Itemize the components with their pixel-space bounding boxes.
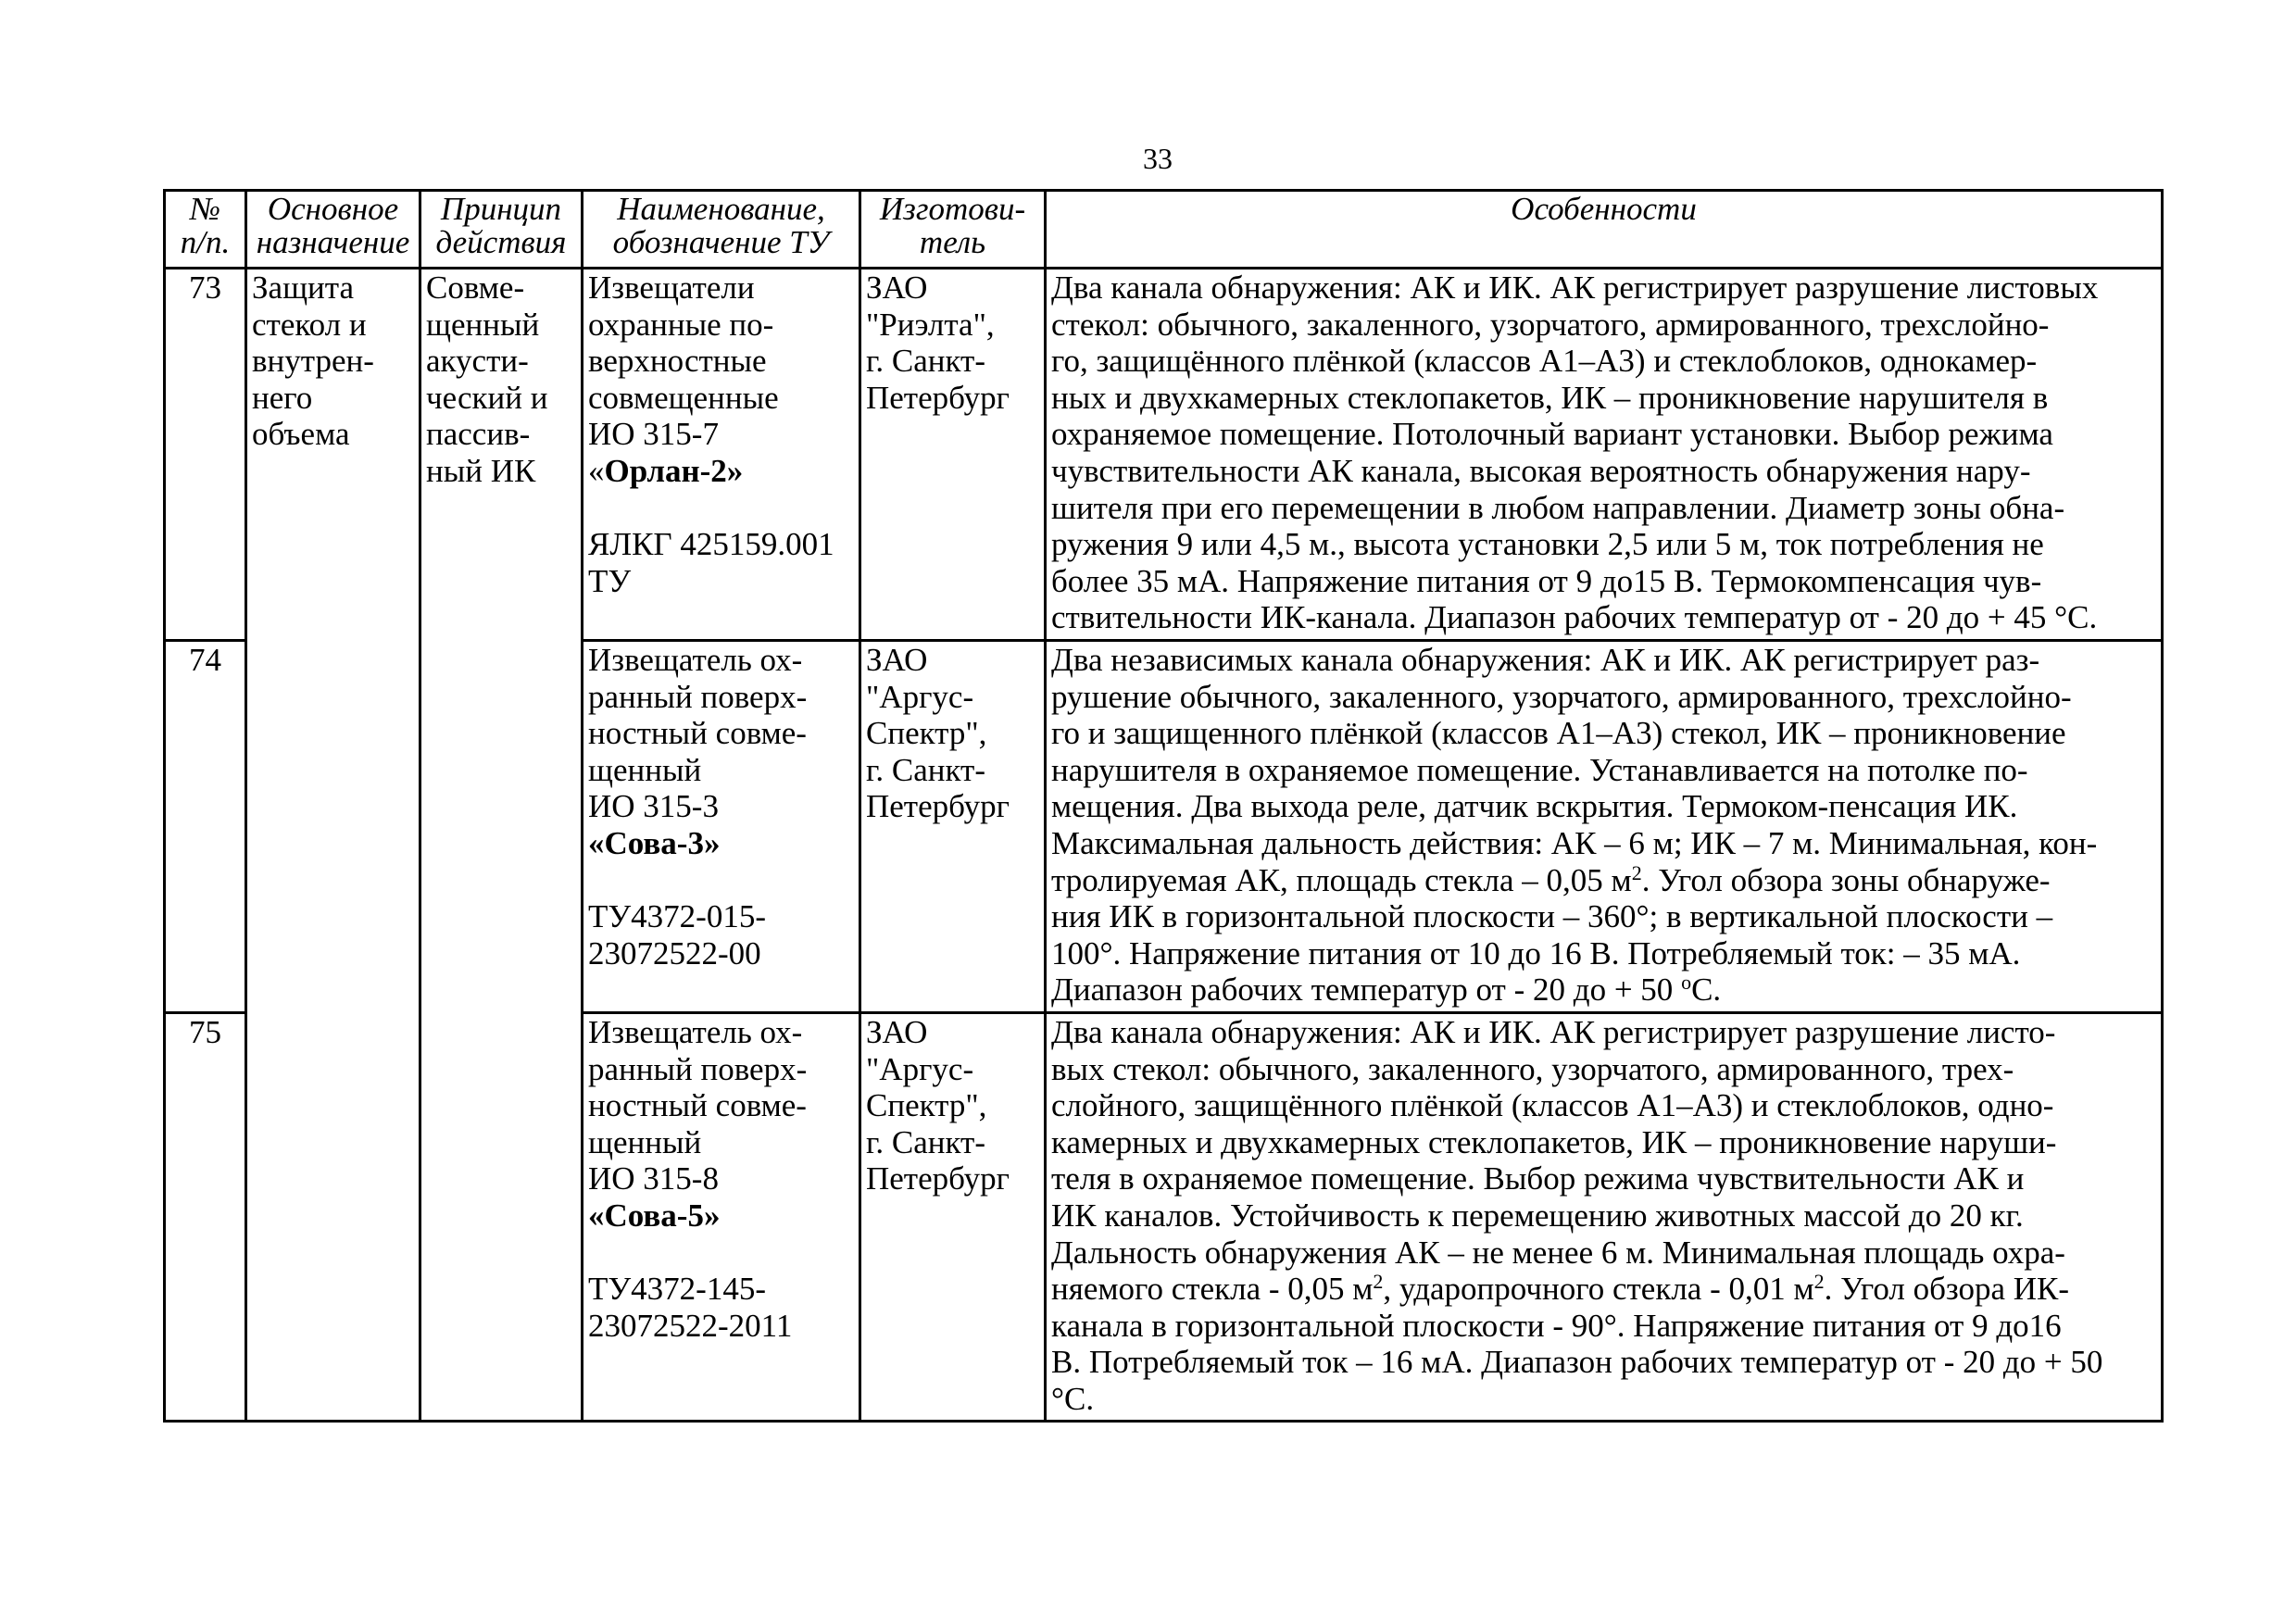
- purpose-cell: Защита стекол и внутрен- него объема: [246, 269, 420, 1422]
- device-model: Орлан-2»: [604, 452, 744, 489]
- name-cell: Извещатели охранные по- верхностные совмещенные ИО 315-7 «Орлан-2» ЯЛКГ 425159.001 ТУ: [583, 269, 860, 641]
- header-purpose: Основное назначение: [246, 191, 420, 269]
- maker-cell: ЗАО "Риэлта", г. Санкт- Петербург: [860, 269, 1046, 641]
- device-table: [163, 189, 2164, 1423]
- table-row: [165, 269, 2163, 641]
- header-row: [165, 191, 2163, 269]
- header-principle: Принцип действия: [420, 191, 583, 269]
- features-cell: Два канала обнаружения: АК и ИК. АК регистрирует разрушение листо- вых стекол: обычного, закаленного, узорчатого, армированного, трех- слойного, защищённого плёнкой (классов А1–А3) и стеклоблоков, одно- камерных и двухкамерных стеклопакетов, ИК – проникновение наруши- теля в охраняемое помещение. Выбор режима чувствительности АК и ИК каналов. Устойчивость к перемещению животных массой до 20 кг. Дальность обнаружения АК – не менее 6 м. Минимальная площадь охра- няемого стекла - 0,05 $м^2$, ударопрочного стекла - 0,01 $м^2$. Угол обзора ИК- канала в горизонтальной плоскости - 90°. Напряжение питания от 9 до16 В. Потребляемый ток – 16 мА. Диапазон рабочих температур от - 20 до + 50 °С.: [1046, 1013, 2163, 1422]
- tu-code: ТУ4372-015-: [588, 898, 766, 935]
- header-maker: Изготови- тель: [860, 191, 1046, 269]
- row-number: 74: [165, 641, 246, 1013]
- principle-cell: Совме- щенный акусти- ческий и пассив- ный ИК: [420, 269, 583, 1422]
- features-cell: Два независимых канала обнаружения: АК и ИК. АК регистрирует раз- рушение обычного, закаленного, узорчатого, армированного, трехслойно- го и защищенного плёнкой (классов А1–А3) стекол, ИК – проникновение нарушителя в охраняемое помещение. Устанавливается на потолке по- мещения. Два выхода реле, датчик вскрытия. Термоком-пенсация ИК. Максимальная дальность действия: АК – 6 м; ИК – 7 м. Минимальная, кон- тролируемая АК, площадь стекла – 0,05 $м^2$. Угол обзора зоны обнаруже- ния ИК в горизонтальной плоскости – 360°; в вертикальной плоскости – 100°. Напряжение питания от 10 до 16 В. Потребляемый ток: – 35 мА. Диапазон рабочих температур от - 20 до + 50 $^о$С.: [1046, 641, 2163, 1013]
- header-number: № п/п.: [165, 191, 246, 269]
- tu-code: ТУ4372-145-: [588, 1271, 766, 1308]
- page-number: 33: [1143, 142, 1173, 175]
- row-number: 73: [165, 269, 246, 641]
- name-cell: Извещатель ох- ранный поверх- ностный совме- щенный ИО 315-8 «Сова-5» ТУ4372-145- 23072522-2011: [583, 1013, 860, 1422]
- features-cell: Два канала обнаружения: АК и ИК. АК регистрирует разрушение листовых стекол: обычного, закаленного, узорчатого, армированного, трехслойно- го, защищённого плёнкой (классов А1–А3) и стеклоблоков, однокамер- ных и двухкамерных стеклопакетов, ИК – проникновение нарушителя в охраняемое помещение. Потолочный вариант установки. Выбор режима чувствительности АК канала, высокая вероятность обнаружения нару- шителя при его перемещении в любом направлении. Диаметр зоны обна- ружения 9 или 4,5 м., высота установки 2,5 или 5 м, ток потребления не более 35 мА. Напряжение питания от 9 до15 В. Термокомпенсация чув- ствительности ИК-канала. Диапазон рабочих температур от - 20 до + 45 °С.: [1046, 269, 2163, 641]
- device-model: «Сова-3»: [588, 824, 721, 861]
- header-features: Особенности: [1046, 191, 2163, 269]
- maker-cell: ЗАО "Аргус- Спектр", г. Санкт- Петербург: [860, 641, 1046, 1013]
- tu-code: ЯЛКГ 425159.001: [588, 526, 834, 563]
- name-cell: Извещатель ох- ранный поверх- ностный совме- щенный ИО 315-3 «Сова-3» ТУ4372-015- 23072522-00: [583, 641, 860, 1013]
- header-name: Наименование, обозначение ТУ: [583, 191, 860, 269]
- row-number: 75: [165, 1013, 246, 1422]
- device-model: «Сова-5»: [588, 1197, 721, 1234]
- maker-cell: ЗАО "Аргус- Спектр", г. Санкт- Петербург: [860, 1013, 1046, 1422]
